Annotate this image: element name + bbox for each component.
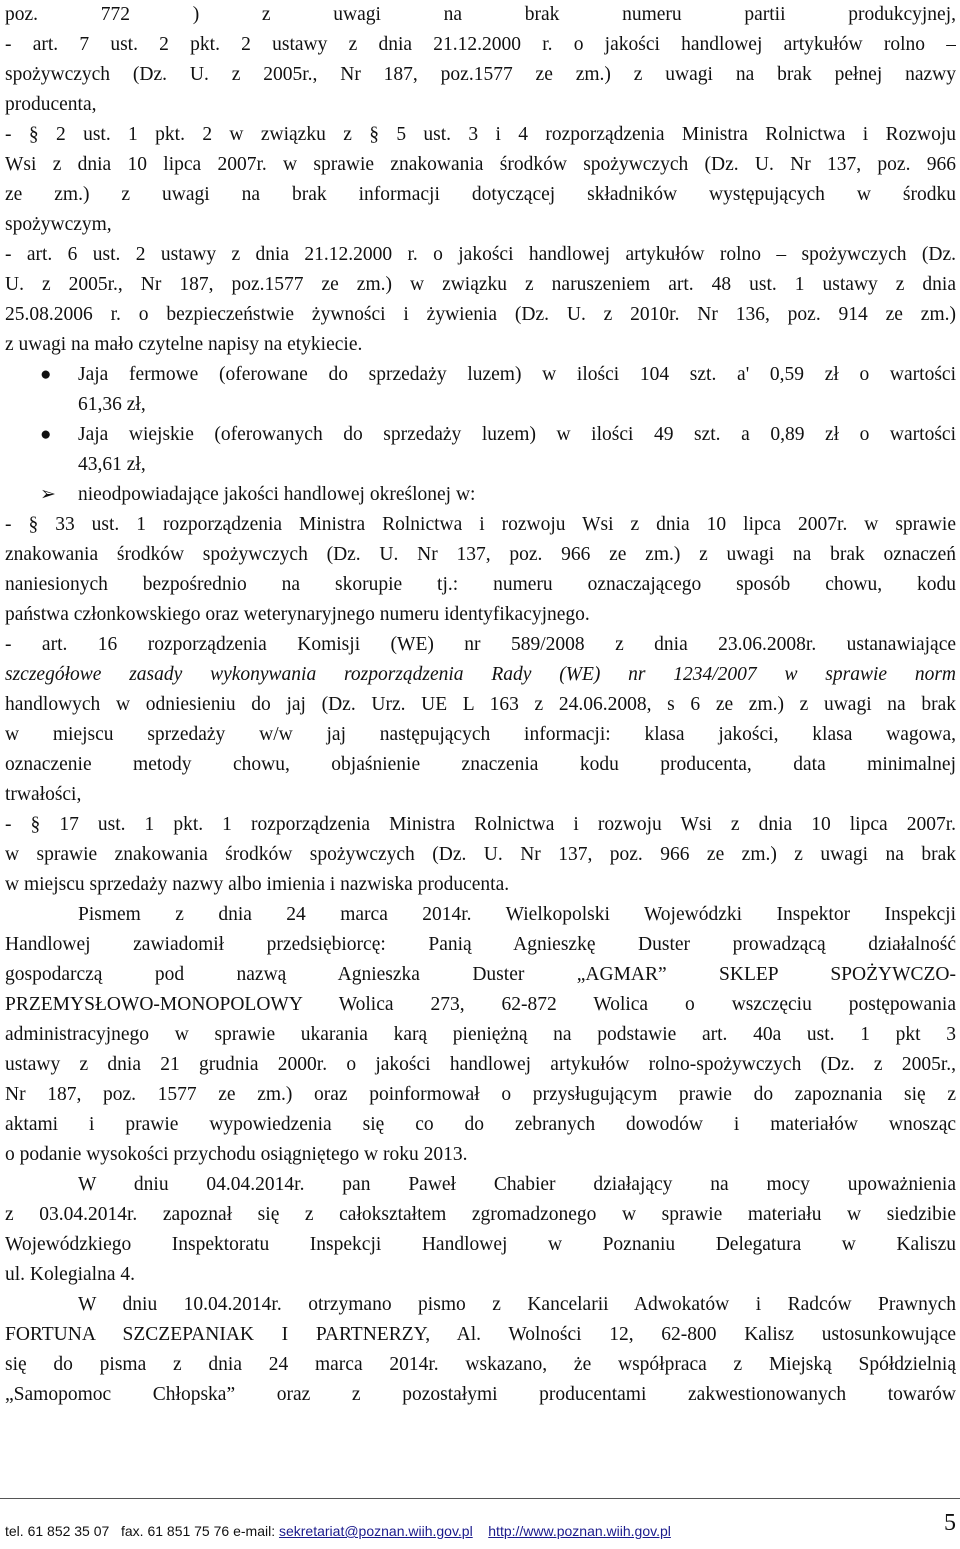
text-line: z uwagi na mało czytelne napisy na etykiecie. [5,334,363,355]
text-line: FORTUNA SZCZEPANIAK I PARTNERZY, Al. Wolności 12, 62-800 Kalisz ustosunkowujące [5,1324,956,1345]
text-line: z 03.04.2014r. zapoznał się z całokształtem zgromadzonego w sprawie materiału w siedzibie [5,1204,956,1225]
text-line: Nr 187, poz. 1577 ze zm.) oraz poinformował o przysługującym prawie do zapoznania się z [5,1084,956,1105]
bullet-item-line: 61,36 zł, [78,394,146,415]
text-line: producenta, [5,94,97,115]
text-line: poz. 772 ) z uwagi na brak numeru partii produkcyjnej, [5,4,956,25]
text-line: spożywczych (Dz. U. z 2005r., Nr 187, poz.1577 ze zm.) z uwagi na brak pełnej nazwy [5,64,956,85]
text-line: szczegółowe zasady wykonywania rozporządzenia Rady (WE) nr 1234/2007 w sprawie norm [5,664,956,685]
footer-divider [0,1498,960,1499]
paragraph-first-line: W dniu 10.04.2014r. otrzymano pismo z Kancelarii Adwokatów i Radców Prawnych [78,1294,956,1315]
footer-phone: tel. 61 852 35 07 [5,1523,110,1539]
bullet-item-line: Jaja fermowe (oferowane do sprzedaży luzem) w ilości 104 szt. a' 0,59 zł o wartości [78,364,956,385]
text-line: - § 33 ust. 1 rozporządzenia Ministra Rolnictwa i rozwoju Wsi z dnia 10 lipca 2007r. w sprawie [5,514,956,535]
bullet-item-line: nieodpowiadające jakości handlowej określonej w: [78,484,476,505]
footer-email-label: e-mail: [233,1523,276,1539]
paragraph-first-line: Pismem z dnia 24 marca 2014r. Wielkopolski Wojewódzki Inspektor Inspekcji [78,904,956,925]
text-line: się do pisma z dnia 24 marca 2014r. wskazano, że współpraca z Miejską Spółdzielnią [5,1354,956,1375]
bullet-item-line: 43,61 zł, [78,454,146,475]
text-line: aktami i prawie wypowiedzenia się co do zebranych dowodów i materiałów wnosząc [5,1114,956,1135]
text-line: o podanie wysokości przychodu osiągniętego w roku 2013. [5,1144,468,1165]
text-line: naniesionych bezpośrednio na skorupie tj.: numeru oznaczającego sposób chowu, kodu [5,574,956,595]
text-line: - § 2 ust. 1 pkt. 2 w związku z § 5 ust. 3 i 4 rozporządzenia Ministra Rolnictwa i Rozwoju [5,124,956,145]
text-line: znakowania środków spożywczych (Dz. U. Nr 137, poz. 966 ze zm.) z uwagi na brak oznaczeń [5,544,956,565]
bullet-dot-icon: ● [40,364,52,385]
text-line: gospodarczą pod nazwą Agnieszka Duster „AGMAR” SKLEP SPOŻYWCZO- [5,964,956,985]
text-line: U. z 2005r., Nr 187, poz.1577 ze zm.) w związku z naruszeniem art. 48 ust. 1 ustawy z dnia [5,274,956,295]
text-line: Wsi z dnia 10 lipca 2007r. w sprawie znakowania środków spożywczych (Dz. U. Nr 137, poz. 966 [5,154,956,175]
bullet-item-line: Jaja wiejskie (oferowanych do sprzedaży luzem) w ilości 49 szt. a 0,89 zł o wartości [78,424,956,445]
footer-website-link[interactable]: http://www.poznan.wiih.gov.pl [488,1523,671,1539]
text-line: - art. 6 ust. 2 ustawy z dnia 21.12.2000 r. o jakości handlowej artykułów rolno – spożywczych (Dz. [5,244,956,265]
page-number: 5 [944,1510,956,1536]
text-line: PRZEMYSŁOWO-MONOPOLOWY Wolica 273, 62-872 Wolica o wszczęciu postępowania [5,994,956,1015]
text-line: państwa członkowskiego oraz weterynaryjnego numeru identyfikacyjnego. [5,604,590,625]
page-footer [5,1518,955,1544]
arrow-bullet-icon: ➢ [40,484,56,505]
text-line: Handlowej zawiadomił przedsiębiorcę: Panią Agnieszkę Duster prowadzącą działalność [5,934,956,955]
text-line: ustawy z dnia 21 grudnia 2000r. o jakości handlowej artykułów rolno-spożywczych (Dz. z 2005r., [5,1054,956,1075]
text-line: trwałości, [5,784,82,805]
text-line: handlowych w odniesieniu do jaj (Dz. Urz. UE L 163 z 24.06.2008, s 6 ze zm.) z uwagi na brak [5,694,956,715]
text-line: oznaczenie metody chowu, objaśnienie znaczenia kodu producenta, data minimalnej [5,754,956,775]
bullet-dot-icon: ● [40,424,52,445]
text-line: - art. 7 ust. 2 pkt. 2 ustawy z dnia 21.12.2000 r. o jakości handlowej artykułów rolno – [5,34,956,55]
text-line: w miejscu sprzedaży w/w jaj następujących informacji: klasa jakości, klasa wagowa, [5,724,956,745]
footer-email-link[interactable]: sekretariat@poznan.wiih.gov.pl [278,1523,473,1539]
text-line: 25.08.2006 r. o bezpieczeństwie żywności i żywienia (Dz. U. z 2010r. Nr 136, poz. 914 ze zm.) [5,304,956,325]
footer-fax: fax. 61 851 75 76 [120,1523,230,1539]
text-line: ul. Kolegialna 4. [5,1264,135,1285]
text-line: administracyjnego w sprawie ukarania karą pieniężną na podstawie art. 40a ust. 1 pkt 3 [5,1024,956,1045]
text-line: „Samopomoc Chłopska” oraz z pozostałymi producentami zakwestionowanych towarów [5,1384,956,1405]
text-line: - § 17 ust. 1 pkt. 1 rozporządzenia Ministra Rolnictwa i rozwoju Wsi z dnia 10 lipca 2007r. [5,814,956,835]
paragraph-first-line: W dniu 04.04.2014r. pan Paweł Chabier działający na mocy upoważnienia [78,1174,956,1195]
text-line: ze zm.) z uwagi na brak informacji dotyczącej składników występujących w środku [5,184,956,205]
text-line: w sprawie znakowania środków spożywczych (Dz. U. Nr 137, poz. 966 ze zm.) z uwagi na brak [5,844,956,865]
text-line: spożywczym, [5,214,112,235]
text-line: Wojewódzkiego Inspektoratu Inspekcji Handlowej w Poznaniu Delegatura w Kaliszu [5,1234,956,1255]
text-line: - art. 16 rozporządzenia Komisji (WE) nr 589/2008 z dnia 23.06.2008r. ustanawiające [5,634,956,655]
text-line: w miejscu sprzedaży nazwy albo imienia i nazwiska producenta. [5,874,510,895]
